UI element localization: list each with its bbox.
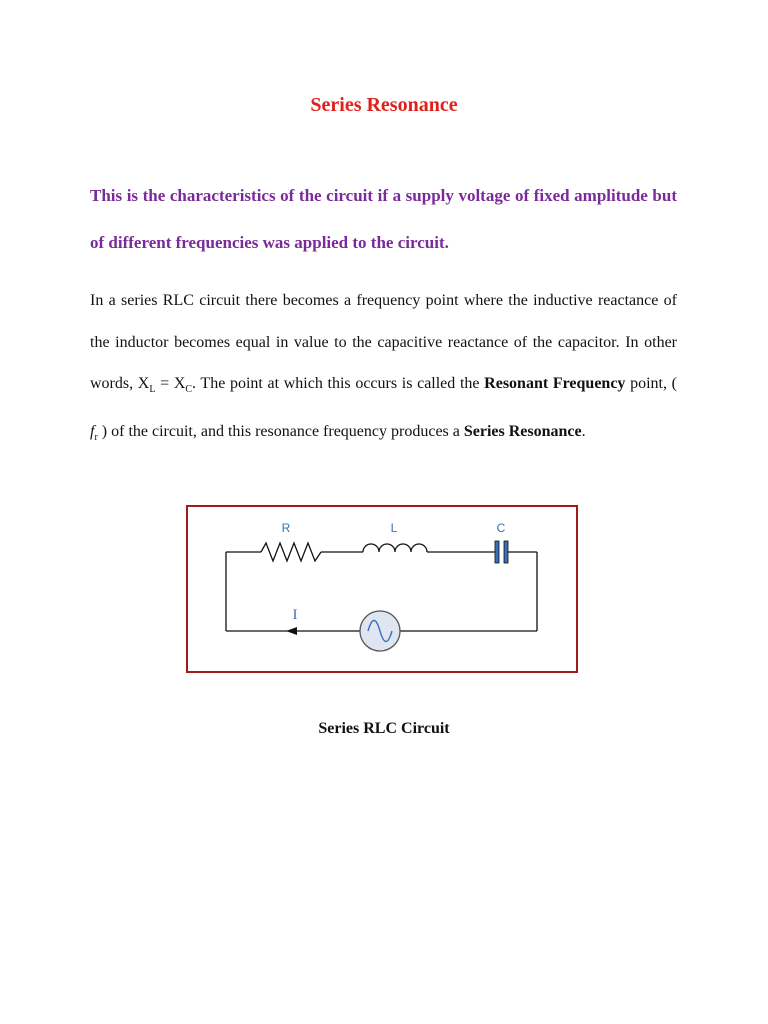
frequency-symbol: f xyxy=(90,422,95,440)
page-title: Series Resonance xyxy=(310,94,458,116)
body-text-part: . xyxy=(581,422,586,440)
body-text-part: point, ( xyxy=(625,375,677,392)
capacitor-plate-left xyxy=(495,541,499,563)
inductor-symbol xyxy=(363,544,427,552)
subscript-r: r xyxy=(94,431,98,443)
body-text-part: ) of the circuit, and this resonance frequency produces a xyxy=(97,422,464,440)
body-text-part: . The point at which this occurs is called the xyxy=(192,375,485,392)
resistor-label: R xyxy=(281,521,291,535)
subscript-l: L xyxy=(149,384,156,396)
figure-caption: Series RLC Circuit xyxy=(318,720,450,737)
subscript-c: C xyxy=(185,384,193,396)
body-text-part: In a series RLC circuit there becomes a frequency point where the inductive reactance of the inductor becomes equal in value to the capacitive reactance of the capacitor. In other words, X xyxy=(90,292,677,392)
resistor-symbol xyxy=(261,543,321,561)
body-text-part: = X xyxy=(155,375,186,392)
inductor-label: L xyxy=(390,521,398,535)
circuit-figure xyxy=(186,505,578,673)
resonant-frequency-term: Resonant Frequency xyxy=(484,375,626,392)
current-label: I xyxy=(292,607,298,623)
rlc-circuit-diagram xyxy=(188,507,576,671)
capacitor-plate-right xyxy=(504,541,508,563)
current-arrow-icon xyxy=(286,627,297,635)
body-paragraph xyxy=(90,280,677,458)
series-resonance-term: Series Resonance xyxy=(463,422,582,440)
lead-paragraph: This is the characteristics of the circuit if a supply voltage of fixed amplitude but of different frequencies was applied to the circuit. xyxy=(90,186,677,252)
capacitor-label: C xyxy=(496,521,506,535)
